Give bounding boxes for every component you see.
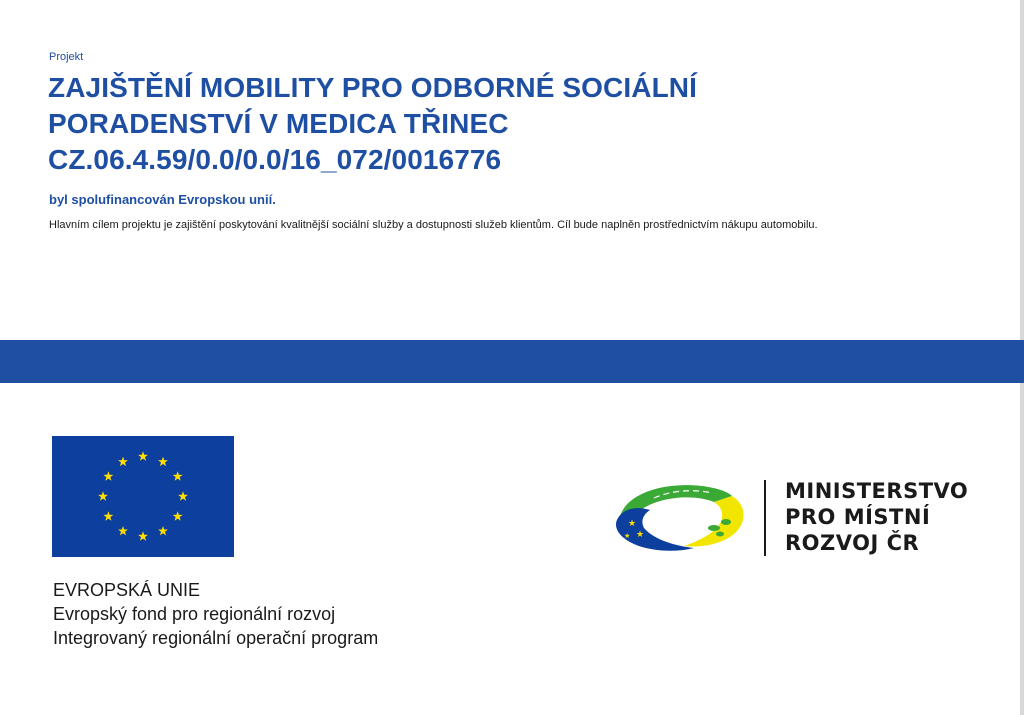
svg-text:★: ★ [628,519,637,529]
mmr-logo-icon [614,478,748,554]
ministry-name [785,478,968,556]
project-title [48,70,948,178]
svg-text:★: ★ [636,530,645,540]
eu-flag-icon [52,436,234,557]
project-description: Hlavním cílem projektu je zajištění poskytování kvalitnější sociální služby a dostupnosti služeb klientům. Cíl bude naplněn prostřednictvím nákupu automobilu. [49,219,818,231]
ministry-name-line-2: PRO MÍSTNÍ [785,505,931,529]
project-title-line-2: PORADENSTVÍ V MEDICA TŘINEC [48,108,509,139]
eu-fund: Evropský fond pro regionální rozvoj [53,604,336,624]
eu-name: EVROPSKÁ UNIE [53,580,201,600]
svg-text:★: ★ [624,532,631,540]
ministry-name-line-1: MINISTERSTVO [785,479,969,503]
project-title-line-1: ZAJIŠTĚNÍ MOBILITY PRO ODBORNÉ SOCIÁLNÍ [48,72,697,103]
eu-text-block [53,578,378,650]
project-label: Projekt [49,51,84,63]
blue-band [0,340,1024,383]
eu-programme: Integrovaný regionální operační program [53,628,379,648]
cofinanced-statement: byl spolufinancován Evropskou unií. [49,192,276,207]
ministry-name-line-3: ROZVOJ ČR [785,531,920,555]
project-registration-number: CZ.06.4.59/0.0/0.0/16_072/0016776 [48,144,502,175]
logo-divider [764,480,766,556]
